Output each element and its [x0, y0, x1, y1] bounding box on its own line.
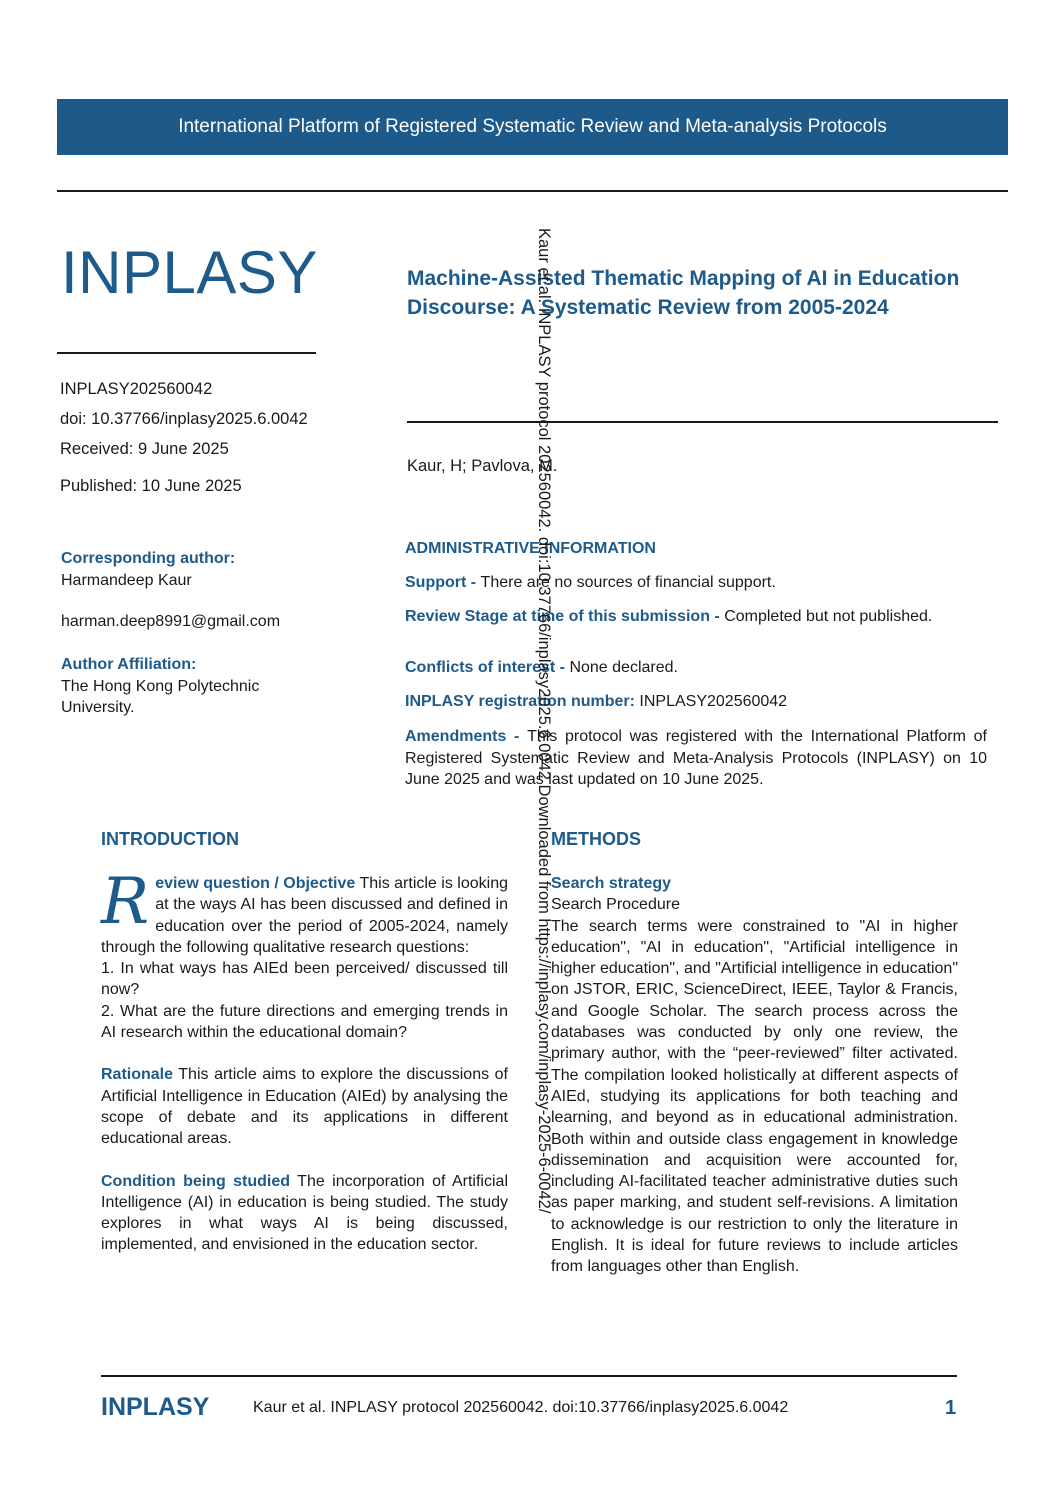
introduction-heading: INTRODUCTION — [101, 829, 239, 849]
rationale-paragraph — [101, 1064, 508, 1149]
admin-amendments — [405, 726, 987, 791]
admin-stage — [405, 606, 987, 628]
rationale-text: This article aims to explore the discussions of Artificial Intelligence in Education (AIEd) by analysing the scope of debate and its applications in different educational areas. — [101, 1066, 508, 1148]
conflicts-label: Conflicts of interest - — [405, 659, 570, 676]
stage-text: Completed but not published. — [724, 608, 933, 625]
admin-conflicts — [405, 657, 987, 679]
meta-published: Published: 10 June 2025 — [60, 477, 242, 495]
meta-doi: doi: 10.37766/inplasy2025.6.0042 — [60, 410, 308, 428]
corresponding-author-label: Corresponding author: — [61, 550, 236, 567]
search-procedure-subheading: Search Procedure — [551, 896, 680, 914]
amendments-label: Amendments - — [405, 728, 528, 745]
review-question-paragraph — [101, 865, 509, 958]
drop-cap: R — [101, 865, 150, 939]
search-strategy-label: Search strategy — [551, 875, 672, 892]
affiliation-label: Author Affiliation: — [61, 656, 197, 673]
admin-heading — [405, 538, 987, 560]
title-divider — [407, 421, 998, 423]
admin-registration — [405, 691, 987, 713]
question-2: 2. What are the future directions and emerging trends in AI research within the educational domain? — [101, 1002, 508, 1042]
header-banner — [57, 99, 1008, 155]
admin-heading-text: ADMINISTRATIVE INFORMATION — [405, 540, 656, 557]
affiliation-text: The Hong Kong Polytechnic University. — [61, 677, 260, 716]
support-label: Support - — [405, 574, 481, 591]
corresponding-author-email: harman.deep8991@gmail.com — [61, 613, 281, 630]
condition-label: Condition being studied — [101, 1172, 291, 1190]
methods-body — [551, 873, 958, 1278]
rationale-label: Rationale — [101, 1066, 174, 1084]
amendments-text: This protocol was registered with the International Platform of Registered Systematic Review and Meta-Analysis Protocols (INPLASY) on 10 June 2025 and was last updated on 10 June 2025. — [405, 728, 987, 788]
meta-received: Received: 9 June 2025 — [60, 440, 229, 458]
corresponding-author-block — [61, 548, 301, 633]
corresponding-author-name: Harmandeep Kaur — [61, 571, 192, 589]
registration-text: INPLASY202560042 — [639, 693, 788, 710]
page-number: 1 — [945, 1397, 957, 1419]
question-1: 1. In what ways has AIEd been perceived/ discussed till now? — [101, 960, 508, 999]
condition-paragraph — [101, 1171, 508, 1256]
affiliation-block — [61, 654, 296, 719]
admin-support — [405, 572, 987, 594]
stage-label: Review Stage at time of this submission - — [405, 608, 725, 625]
introduction-body — [101, 865, 509, 1256]
review-question-label: eview question / Objective — [155, 875, 356, 892]
authors: Kaur, H; Pavlova, M. — [407, 457, 558, 475]
journal-logo: INPLASY — [61, 239, 318, 306]
methods-heading: METHODS — [551, 829, 641, 849]
meta-id: INPLASY202560042 — [60, 380, 213, 398]
search-procedure-text: The search terms were constrained to "AI in higher education", "AI in education", "Artificial intelligence in higher education", and "Artificial intelligence in education" on JSTOR, ERIC, ScienceDirect, IEEE, Taylor & Francis, and Google Scholar. The search process across the databases was conducted by only one review, the primary author, with the “peer-reviewed” filter activated. The compilation looked holistically at different aspects of AIEd, studying its applications for both teaching and learning, and beyond as in educational administration. Both within and outside class engagement in knowledge dissemination and acquisition were accounted for, including AI-facilitated teacher administrative duties such as paper marking, and student self-revisions. A limitation to acknowledge is our restriction to only the literature in English. It is ideal for future reviews to include articles from languages other than English. — [551, 917, 958, 1276]
banner-text: International Platform of Registered Systematic Review and Meta-analysis Protocols — [178, 116, 887, 137]
condition-text: The incorporation of Artificial Intelligence (AI) in education is being studied. The study explores in what ways AI is being discussed, implemented, and envisioned in the education sector. — [101, 1172, 508, 1254]
article-title: Machine-Assisted Thematic Mapping of AI in Education Discourse: A Systematic Review from 2005-2024 — [407, 267, 960, 319]
footer-citation: Kaur et al. INPLASY protocol 202560042. doi:10.37766/inplasy2025.6.0042 — [253, 1399, 789, 1416]
footer-logo: INPLASY — [101, 1393, 210, 1421]
registration-label: INPLASY registration number: — [405, 693, 640, 710]
side-citation-text: Kaur et al. INPLASY protocol 202560042. doi:10.37766/inplasy2025.6.0042 Downloaded from https://inplasy.com/inplasy-2025-6-0042/ — [534, 228, 553, 1214]
logo-divider — [57, 352, 316, 354]
top-divider — [57, 190, 1008, 192]
support-text: There are no sources of financial support. — [480, 574, 776, 591]
review-question-text: This article is looking at the ways AI has been discussed and defined in education over the period of 2005-2024, namely through the following qualitative research questions: — [101, 875, 509, 956]
footer-divider — [101, 1375, 957, 1377]
conflicts-text: None declared. — [569, 659, 678, 676]
